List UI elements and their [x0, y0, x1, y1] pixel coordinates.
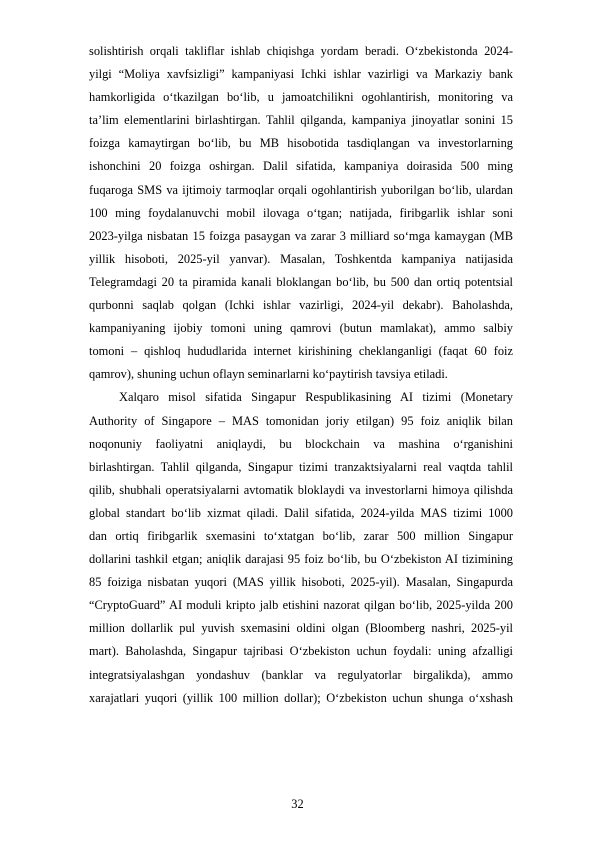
text-line: 85 foiziga nisbatan yuqori (MAS yillik hisoboti, 2025-yil). Masalan, Singapurda	[89, 575, 513, 590]
text-line: dan ortiq firibgarlik sxemasini to‘xtatgan bo‘lib, zarar 500 million Singapur	[89, 528, 513, 543]
text-line: xarajatlari yuqori (yillik 100 million dollar); O‘zbekiston uchun shunga o‘xshash	[89, 690, 513, 705]
text-line: dollarini tashkil etgan; aniqlik darajasi 95 foiz bo‘lib, bu O‘zbekiston AI tizimining	[89, 552, 513, 567]
text-line: Authority of Singapore – MAS tomonidan joriy etilgan) 95 foiz aniqlik bilan	[89, 413, 513, 428]
text-line: kampaniyaning ijobiy tomoni uning qamrovi (butun mamlakat), ammo salbiy	[89, 321, 513, 336]
text-line: tomoni – qishloq hududlarida internet kirishining cheklanganligi (faqat 60 foiz	[89, 344, 513, 359]
text-line: 100 ming foydalanuvchi mobil ilovaga o‘tgan; natijada, firibgarlik ishlar soni	[89, 205, 513, 220]
paragraph-2	[89, 386, 513, 709]
text-line: integratsiyalashgan yondashuv (banklar va regulyatorlar birgalikda), ammo	[89, 667, 513, 682]
text-line: hamkorligida o‘tkazilgan bo‘lib, u jamoatchilikni ogohlantirish, monitoring va	[89, 90, 513, 105]
text-line: 2023-yilga nisbatan 15 foizga pasaygan va zarar 3 milliard so‘mga kamaygan (MB	[89, 228, 513, 243]
text-line: mart). Baholashda, Singapur tajribasi O‘zbekiston uchun foydali: uning afzalligi	[89, 644, 513, 659]
text-line: million dollarlik pul yuvish sxemasini oldini olgan (Bloomberg nashri, 2025-yil	[89, 621, 513, 636]
text-line: solishtirish orqali takliflar ishlab chiqishga yordam beradi. O‘zbekistonda 2024-	[89, 44, 513, 58]
text-line: noqonuniy faoliyatni aniqlaydi, bu blockchain va mashina o‘rganishini	[89, 436, 513, 451]
text-line: yillik hisoboti, 2025-yil yanvar). Masalan, Toshkentda kampaniya natijasida	[89, 251, 513, 266]
text-line: Xalqaro misol sifatida Singapur Respublikasining AI tizimi (Monetary	[119, 390, 513, 405]
text-line: yilgi “Moliya xavfsizligi” kampaniyasi Ichki ishlar vazirligi va Markaziy bank	[89, 67, 513, 82]
text-line: ta’lim elementlarini birlashtirgan. Tahlil qilganda, kampaniya jinoyatlar sonini 15	[89, 113, 513, 128]
paragraph-1	[89, 40, 513, 386]
text-line: ishonchini 20 foizga oshirgan. Dalil sifatida, kampaniya doirasida 500 ming	[89, 159, 513, 174]
text-line: global standart bo‘lib xizmat qiladi. Dalil sifatida, 2024-yilda MAS tizimi 1000	[89, 505, 513, 520]
text-line: Telegramdagi 20 ta piramida kanali bloklangan bo‘lib, bu 500 dan ortiq potentsial	[89, 274, 513, 289]
text-line: qilib, shubhali operatsiyalarni avtomatik bloklaydi va investorlarni himoya qilishda	[89, 482, 513, 497]
text-line: birlashtirgan. Tahlil qilganda, Singapur tizimi tranzaktsiyalarni real vaqtda tahlil	[89, 459, 513, 474]
text-line: qamrov), shuning uchun oflayn seminarlarni ko‘paytirish tavsiya etiladi.	[89, 367, 448, 382]
page-number: 32	[291, 797, 304, 811]
body-text	[89, 40, 513, 710]
text-line: foizga kamaytirgan bo‘lib, bu MB hisobotida tasdiqlangan va investorlarning	[89, 136, 513, 151]
text-line: “CryptoGuard” AI moduli kripto jalb etishini nazorat qilgan bo‘lib, 2025-yilda 200	[89, 598, 513, 613]
text-line: fuqaroga SMS va ijtimoiy tarmoqlar orqali ogohlantirish yuborilgan bo‘lib, ulardan	[89, 182, 513, 197]
text-line: qurbonni saqlab qolgan (Ichki ishlar vazirligi, 2024-yil dekabr). Baholashda,	[89, 298, 513, 313]
